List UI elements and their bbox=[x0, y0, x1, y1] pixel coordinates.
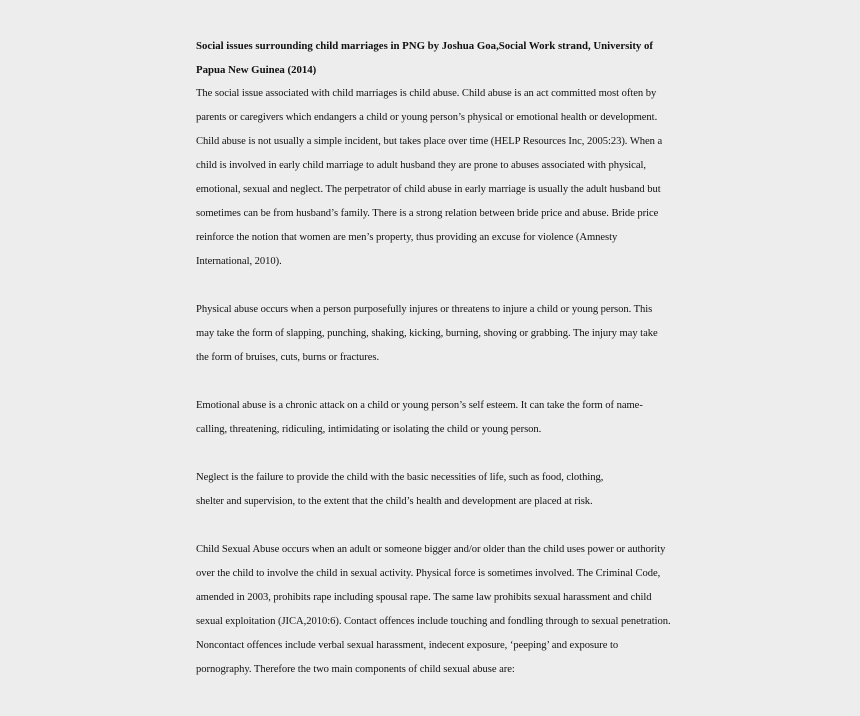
text-line: The social issue associated with child marriages is child abuse. Child abuse is an act committed most often by bbox=[196, 88, 657, 99]
text-line: amended in 2003, prohibits rape including spousal rape. The same law prohibits sexual harassment and child bbox=[196, 592, 652, 603]
text-line: child is involved in early child marriage to adult husband they are prone to abuses associated with physical, bbox=[196, 160, 646, 171]
document-title bbox=[196, 34, 676, 82]
text-line: sometimes can be from husband’s family. There is a strong relation between bride price and abuse. Bride price bbox=[196, 208, 659, 219]
text-line: emotional, sexual and neglect. The perpetrator of child abuse in early marriage is usually the adult husband but bbox=[196, 184, 661, 195]
text-line: may take the form of slapping, punching, shaking, kicking, burning, shoving or grabbing. The injury may take bbox=[196, 328, 658, 339]
text-line: Emotional abuse is a chronic attack on a child or young person’s self esteem. It can take the form of name- bbox=[196, 400, 643, 411]
paragraph-physical-abuse bbox=[196, 298, 676, 370]
paragraph-sexual-abuse bbox=[196, 538, 676, 682]
text-line: reinforce the notion that women are men’s property, thus providing an excuse for violence (Amnesty bbox=[196, 232, 618, 243]
paragraph-gap bbox=[196, 274, 676, 298]
text-line: Child abuse is not usually a simple incident, but takes place over time (HELP Resources Inc, 2005:23). When a bbox=[196, 136, 663, 147]
text-line: Noncontact offences include verbal sexual harassment, indecent exposure, ‘peeping’ and exposure to bbox=[196, 640, 619, 651]
text-line: sexual exploitation (JICA,2010:6). Contact offences include touching and fondling through to sexual penetration. bbox=[196, 616, 671, 627]
paragraph-gap bbox=[196, 442, 676, 466]
text-line: shelter and supervision, to the extent that the child’s health and development are placed at risk. bbox=[196, 496, 593, 507]
text-line: Physical abuse occurs when a person purposefully injures or threatens to injure a child or young person. This bbox=[196, 304, 653, 315]
paragraph-neglect bbox=[196, 466, 676, 514]
paragraph-emotional-abuse bbox=[196, 394, 676, 442]
title-line: Papua New Guinea (2014) bbox=[196, 64, 317, 76]
text-line: Child Sexual Abuse occurs when an adult or someone bigger and/or older than the child uses power or authority bbox=[196, 544, 666, 555]
title-line: Social issues surrounding child marriages in PNG by Joshua Goa,Social Work strand, University of bbox=[196, 40, 654, 52]
text-line: parents or caregivers which endangers a child or young person’s physical or emotional health or development. bbox=[196, 112, 658, 123]
text-line: the form of bruises, cuts, burns or fractures. bbox=[196, 352, 380, 363]
paragraph-gap bbox=[196, 370, 676, 394]
paragraph-child-abuse bbox=[196, 82, 676, 274]
text-line: International, 2010). bbox=[196, 256, 282, 267]
document-body bbox=[196, 34, 676, 682]
paragraph-gap bbox=[196, 514, 676, 538]
text-line: pornography. Therefore the two main components of child sexual abuse are: bbox=[196, 664, 515, 675]
text-line: calling, threatening, ridiculing, intimidating or isolating the child or young person. bbox=[196, 424, 542, 435]
text-line: over the child to involve the child in sexual activity. Physical force is sometimes involved. The Criminal Code, bbox=[196, 568, 661, 579]
text-line: Neglect is the failure to provide the child with the basic necessities of life, such as food, clothing, bbox=[196, 472, 604, 483]
